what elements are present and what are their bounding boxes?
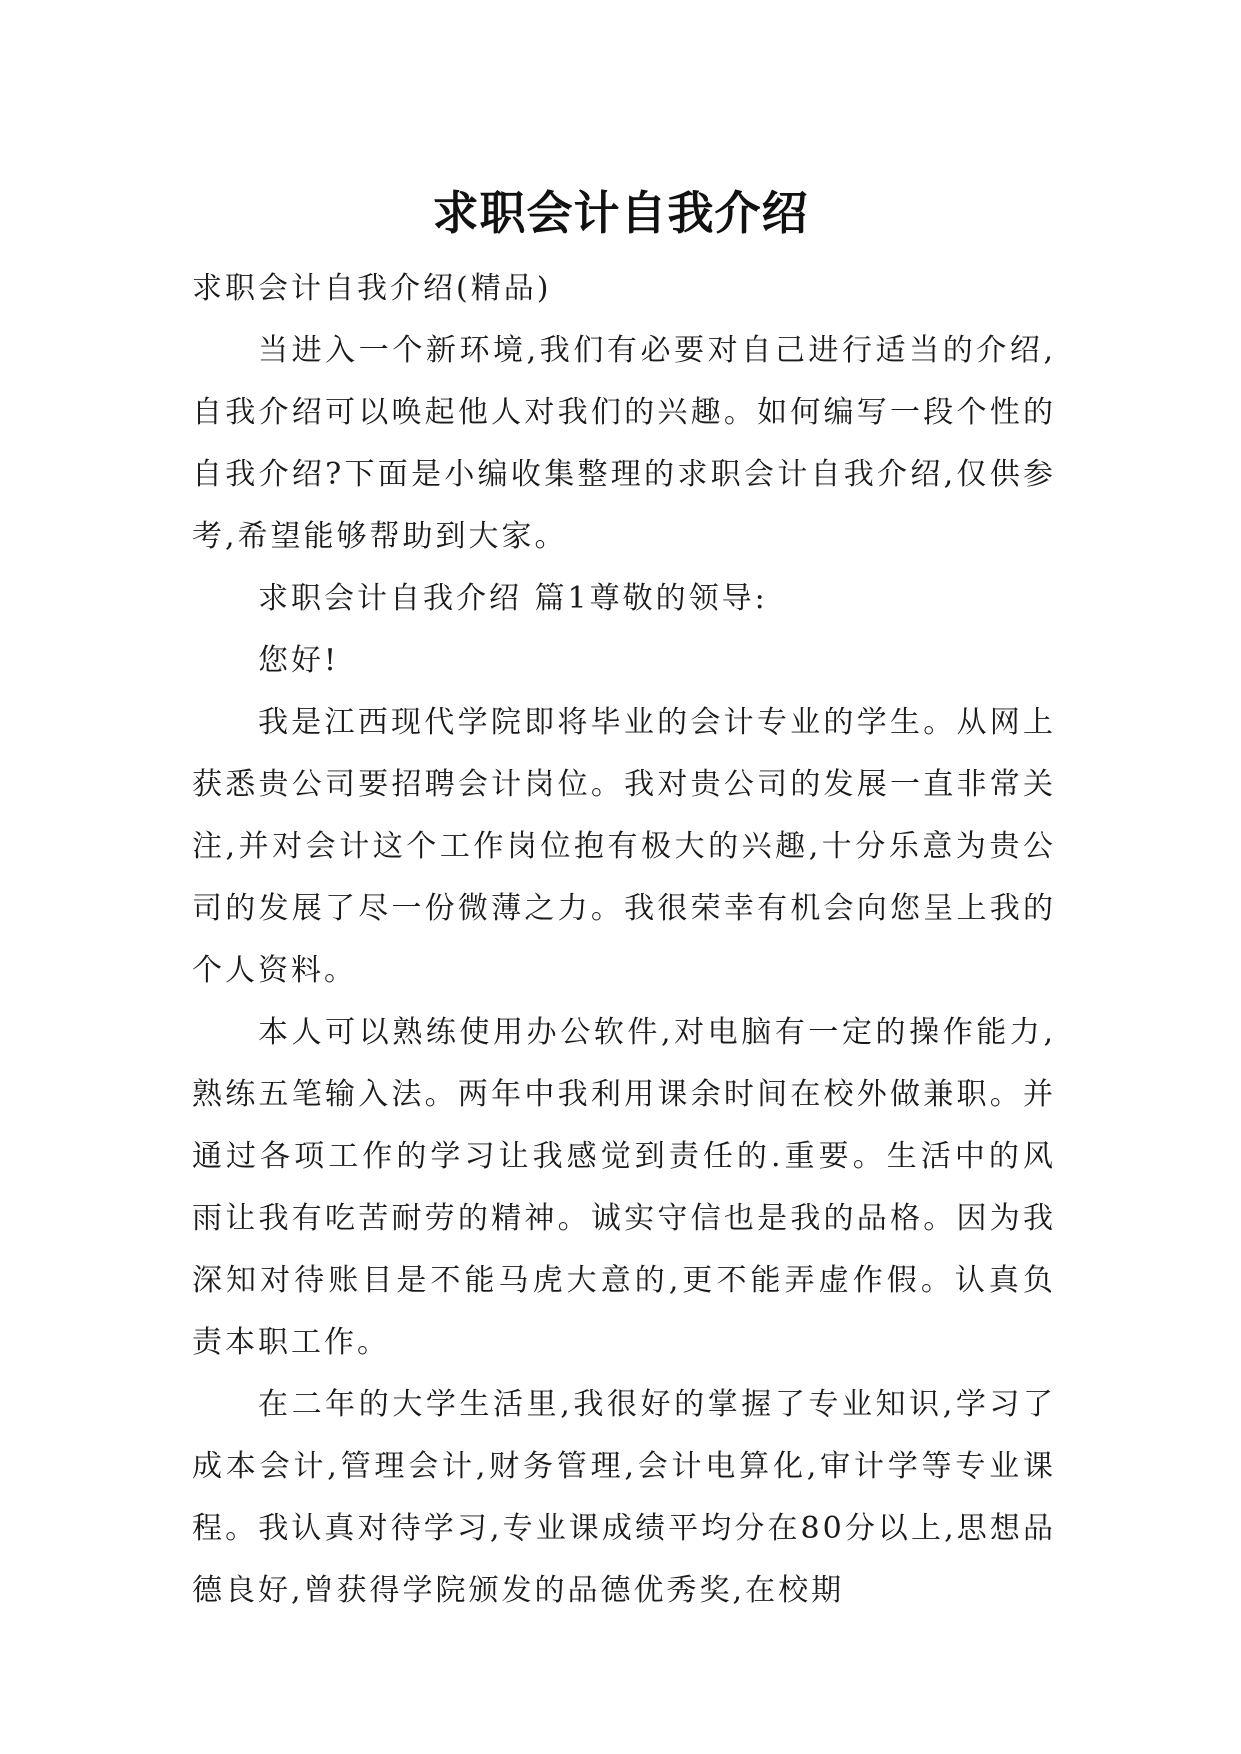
greeting-paragraph: 您好! xyxy=(258,643,340,678)
subtitle-paragraph: 求职会计自我介绍(精品) xyxy=(192,271,552,306)
section-heading-paragraph: 求职会计自我介绍 篇1尊敬的领导: xyxy=(258,581,768,616)
body-paragraph: 本人可以熟练使用办公软件,对电脑有一定的操作能力,熟练五笔输入法。两年中我利用课余时间在校外做兼职。并通过各项工作的学习让我感觉到责任的.重要。生活中的风雨让我有吃苦耐劳的精神。诚实守信也是我的品格。因为我深知对待账目是不能马虎大意的,更不能弄虚作假。认真负责本职工作。 xyxy=(192,1015,1056,1360)
intro-paragraph: 当进入一个新环境,我们有必要对自己进行适当的介绍,自我介绍可以唤起他人对我们的兴趣。如何编写一段个性的自我介绍?下面是小编收集整理的求职会计自我介绍,仅供参考,希望能够帮助到大家。 xyxy=(192,333,1056,554)
body-paragraph: 我是江西现代学院即将毕业的会计专业的学生。从网上获悉贵公司要招聘会计岗位。我对贵公司的发展一直非常关注,并对会计这个工作岗位抱有极大的兴趣,十分乐意为贵公司的发展了尽一份微薄之力。我很荣幸有机会向您呈上我的个人资料。 xyxy=(192,705,1056,988)
document-body xyxy=(192,258,1056,1622)
body-paragraph: 在二年的大学生活里,我很好的掌握了专业知识,学习了成本会计,管理会计,财务管理,会计电算化,审计学等专业课程。我认真对待学习,专业课成绩平均分在80分以上,思想品德良好,曾获得学院颁发的品德优秀奖,在校期 xyxy=(192,1387,1056,1608)
document-title: 求职会计自我介绍 xyxy=(432,185,809,240)
